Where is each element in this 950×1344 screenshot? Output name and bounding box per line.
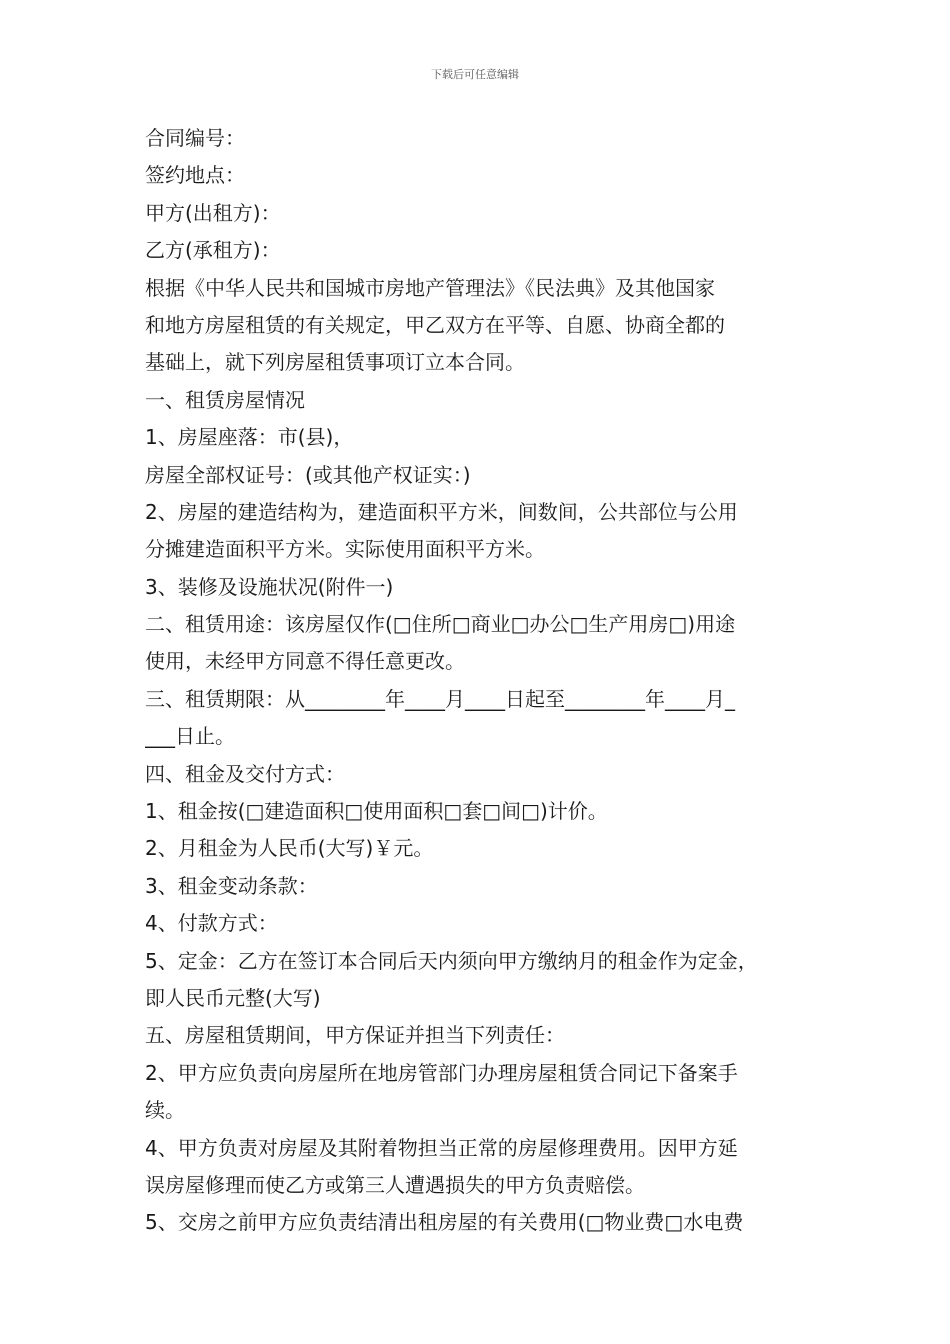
contract-line: 3、租金变动条款： bbox=[145, 873, 318, 898]
contract-line: 甲方(出租方)： bbox=[145, 200, 281, 225]
section-heading: 三、租赁期限：从________年____月____日起至________年____月_ bbox=[145, 686, 735, 711]
section-heading: 一、租赁房屋情况 bbox=[145, 387, 305, 412]
contract-line: 2、月租金为人民币(大写)￥元。 bbox=[145, 836, 434, 861]
contract-line: 2、房屋的建造结构为，建造面积平方米，间数间，公共部位与公用 bbox=[145, 499, 738, 524]
contract-line: 即人民币元整(大写) bbox=[145, 985, 321, 1010]
section-heading: 五、房屋租赁期间，甲方保证并担当下列责任： bbox=[145, 1023, 565, 1048]
contract-line: 和地方房屋租赁的有关规定，甲乙双方在平等、自愿、协商全都的 bbox=[145, 312, 725, 337]
contract-line: 使用，未经甲方同意不得任意更改。 bbox=[145, 649, 465, 674]
contract-body bbox=[145, 120, 835, 1242]
contract-line: 3、装修及设施状况(附件一) bbox=[145, 574, 394, 599]
contract-line: 签约地点： bbox=[145, 163, 245, 188]
contract-line: 合同编号： bbox=[145, 126, 245, 150]
contract-line: 分摊建造面积平方米。实际使用面积平方米。 bbox=[145, 537, 545, 562]
contract-line: 乙方(承租方)： bbox=[145, 238, 281, 263]
contract-line: 2、甲方应负责向房屋所在地房管部门办理房屋租赁合同记下备案手 bbox=[145, 1060, 738, 1085]
contract-line: 续。 bbox=[145, 1098, 185, 1123]
contract-line: ___日止。 bbox=[145, 724, 235, 749]
page-header: 下载后可任意编辑 bbox=[431, 68, 519, 81]
contract-line: 根据《中华人民共和国城市房地产管理法》《民法典》及其他国家 bbox=[145, 275, 715, 300]
section-heading: 四、租金及交付方式： bbox=[145, 761, 345, 786]
contract-line: 5、定金：乙方在签订本合同后天内须向甲方缴纳月的租金作为定金， bbox=[145, 948, 758, 973]
contract-line: 4、付款方式： bbox=[145, 911, 278, 936]
contract-line: 1、租金按(□建造面积□使用面积□套□间□)计价。 bbox=[145, 799, 608, 824]
contract-line: 误房屋修理而使乙方或第三人遭遇损失的甲方负责赔偿。 bbox=[145, 1172, 645, 1197]
contract-line: 5、交房之前甲方应负责结清出租房屋的有关费用(□物业费□水电费 bbox=[145, 1210, 744, 1235]
contract-line: 1、房屋座落：市(县)， bbox=[145, 425, 354, 450]
section-heading: 二、租赁用途：该房屋仅作(□住所□商业□办公□生产用房□)用途 bbox=[145, 612, 736, 637]
contract-line: 基础上，就下列房屋租赁事项订立本合同。 bbox=[145, 350, 525, 375]
contract-line: 房屋全部权证号：(或其他产权证实：) bbox=[145, 462, 471, 487]
contract-line: 4、甲方负责对房屋及其附着物担当正常的房屋修理费用。因甲方延 bbox=[145, 1135, 738, 1160]
